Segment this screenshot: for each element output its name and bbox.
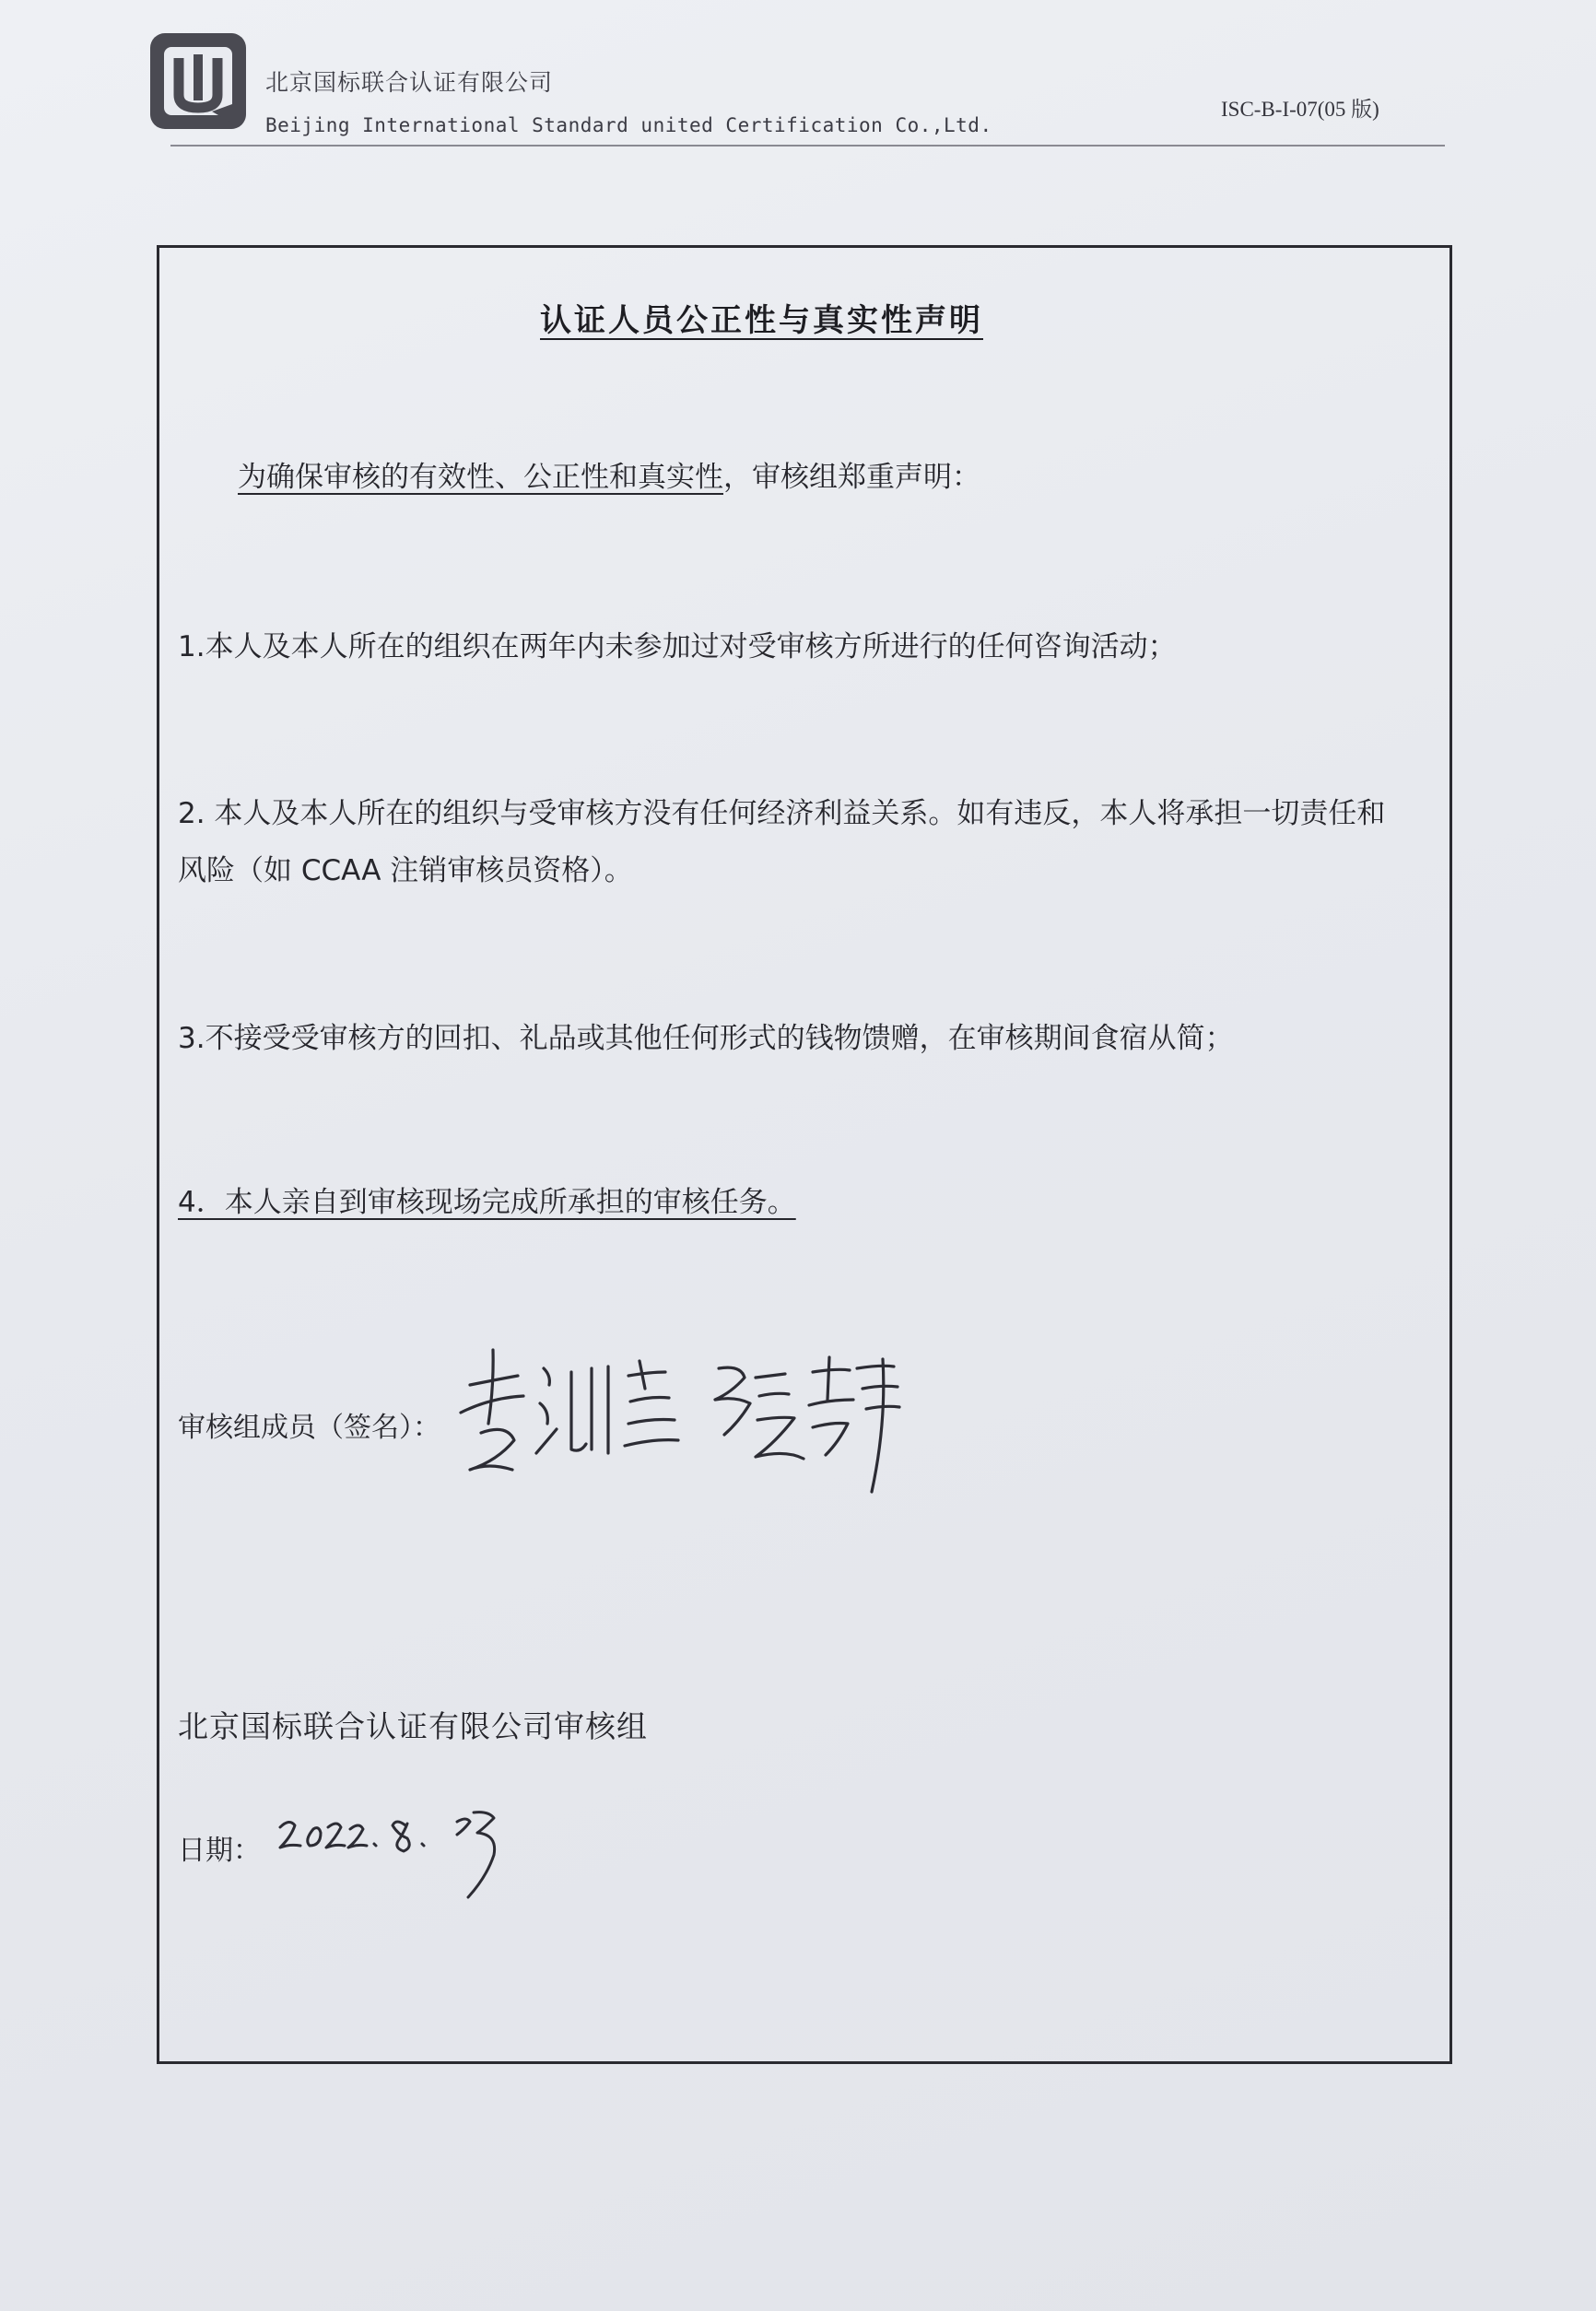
signature-2 [715, 1357, 899, 1492]
declaration-form-border [157, 245, 1452, 2064]
handwritten-signatures [433, 1331, 912, 1497]
declaration-item-3: 3.不接受受审核方的回扣、礼品或其他任何形式的钱物馈赠，在审核期间食宿从简； [178, 1022, 1234, 1055]
declaration-item-2-line-1: 2. 本人及本人所在的组织与受审核方没有任何经济利益关系。如有违反，本人将承担一切责任和 [178, 797, 1386, 830]
audit-team-organization: 北京国标联合认证有限公司审核组 [178, 1708, 648, 1744]
intro-rest-text: ，审核组郑重声明： [723, 461, 980, 494]
header-divider [170, 145, 1445, 147]
document-code: ISC-B-I-07(05 版) [1221, 98, 1379, 121]
signature-1 [461, 1350, 678, 1470]
form-title: 认证人员公正性与真实性声明 [540, 302, 983, 339]
intro-underlined-text: 为确保审核的有效性、公正性和真实性 [238, 461, 723, 494]
company-logo-icon [147, 30, 249, 134]
declaration-item-4: 4．本人亲自到审核现场完成所承担的审核任务。 [178, 1186, 796, 1219]
intro-statement [238, 453, 980, 495]
signature-label: 审核组成员（签名）： [178, 1412, 440, 1444]
company-name-en: Beijing International Standard united Certification Co.,Ltd. [265, 114, 992, 136]
declaration-item-1: 1.本人及本人所在的组织在两年内未参加过对受审核方所进行的任何咨询活动； [178, 630, 1177, 663]
declaration-item-2 [178, 785, 1385, 899]
declaration-item-2-line-2: 风险（如 CCAA 注销审核员资格）。 [178, 854, 633, 887]
company-name-cn: 北京国标联合认证有限公司 [265, 69, 554, 96]
date-label: 日期： [178, 1835, 261, 1867]
handwritten-date [276, 1801, 516, 1903]
